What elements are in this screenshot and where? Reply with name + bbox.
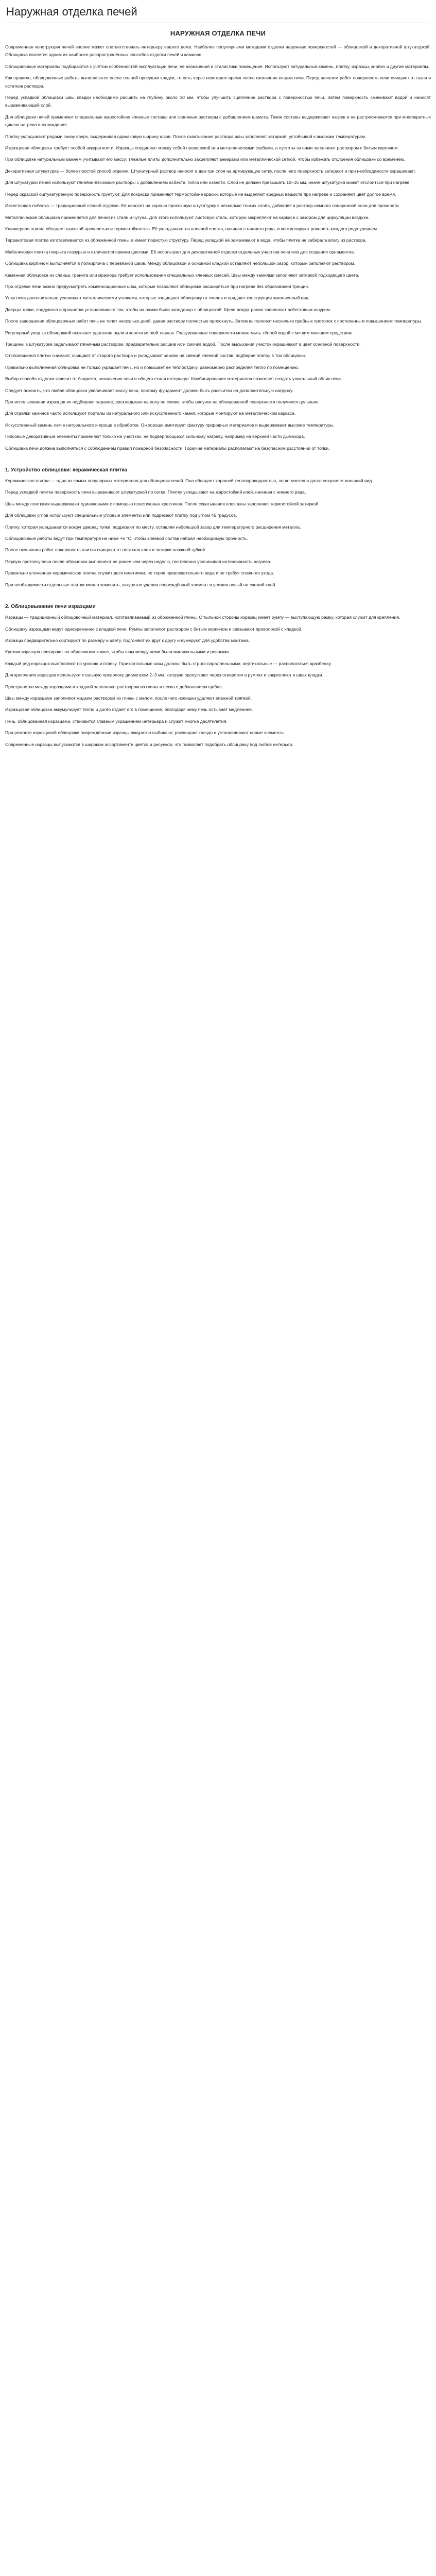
body-paragraph: Для отделки каминов часто используют порталы из натурального или искусственного камня, которые монтируют на металлическом каркасе. <box>5 411 296 416</box>
section-paragraph: Каждый ряд изразцов выставляют по уровню и отвесу. Горизонтальные швы должны быть строго параллельными, вертикальные — располагаться вразбежку. <box>5 660 332 666</box>
body-paragraph: Металлическая облицовка применяется для печей из стали и чугуна. Для этого используют листовую сталь, которую закрепляют на каркасе с зазором для циркуляции воздуха. <box>5 214 370 220</box>
section-paragraph: При необходимости отдельные плитки можно заменить, аккуратно удалив повреждённый элемент и уложив новый на свежий клей. <box>5 582 276 587</box>
section-paragraph: Швы между изразцами заполняют жидким раствором из глины с мелом, после чего излишки удаляют влажной тряпкой. <box>5 695 252 701</box>
section-paragraph: Облицовку изразцами ведут одновременно с кладкой печи. Румпы заполняют раствором с битым кирпичом и связывают проволокой с кладкой. <box>5 626 303 632</box>
section-paragraph: Облицовочные работы ведут при температуре не ниже +5 °C, чтобы клеевой состав набрал необходимую прочность. <box>5 536 248 541</box>
body-paragraph: Облицовка кирпичом выполняется в полкирпича с перевязкой швов. Между облицовкой и основной кладкой оставляют небольшой зазор, который заполняют раствором. <box>5 261 355 266</box>
section-paragraph: Изразцовая облицовка аккумулирует тепло и долго отдаёт его в помещение, благодаря чему печь остывает медленнее. <box>5 707 253 713</box>
body-paragraph: При использовании изразцов их подбирают заранее, раскладывая на полу по схеме, чтобы рисунок на облицованной поверхности получился цельным. <box>5 399 319 404</box>
section-paragraph: Кромки изразцов притирают на абразивном камне, чтобы швы между ними были минимальными и ровными. <box>5 649 230 655</box>
body-paragraph: Перед окраской оштукатуренную поверхность грунтуют. Для покраски применяют термостойкие краски, которые не выделяют вредных веществ при нагреве и сохраняют цвет долгое время. <box>5 191 396 197</box>
section-paragraph: Изразцы — традиционный облицовочный материал, изготавливаемый из обожжённой глины. С тыльной стороны изразец имеет румпу — выступающую рамку, которая служит для крепления. <box>5 615 400 620</box>
section-paragraph: Пространство между изразцами и кладкой заполняют раствором из глины и песка с добавлением щебня. <box>5 684 223 689</box>
body-paragraph: Трещины в штукатурке заделывают глиняным раствором, предварительно расшив их и смочив водой. После высыхания участок окрашивают в цвет основной поверхности. <box>5 341 361 347</box>
body-paragraph: Майоликовая плитка покрыта глазурью и отличается яркими цветами. Её используют для декоративной отделки отдельных участков печи или для создания орнаментов. <box>5 249 355 255</box>
body-paragraph: При облицовке натуральным камнем учитывают его массу: тяжёлые плиты дополнительно закрепляют анкерами или металлической сеткой, чтобы избежать отслоения облицовки со временем. <box>5 157 405 162</box>
body-paragraph: При отделке печи важно предусмотреть компенсационные швы, которые позволяют облицовке расширяться при нагреве без образования трещин. <box>5 283 309 289</box>
body-paragraph: Терракотовая плитка изготавливается из обожжённой глины и имеет пористую структуру. Перед укладкой её замачивают в воде, чтобы плитка не забирала влагу из раствора. <box>5 238 367 243</box>
section-paragraph: Перед укладкой плитки поверхность печи выравнивают штукатуркой по сетке. Плитку укладывают на жаростойкий клей, начиная с нижнего ряда. <box>5 489 306 495</box>
body-paragraph: Искусственный камень легче натурального и проще в обработке. Он хорошо имитирует фактуру природных материалов и выдерживает высокие температуры. <box>5 422 335 428</box>
page-title: Наружная отделка печей <box>6 5 137 18</box>
section-paragraph: Швы между плитками выдерживают одинаковыми с помощью пластиковых крестиков. После схватывания клея швы заполняют термостойкой затиркой. <box>5 501 320 506</box>
section-paragraph: Первую протопку печи после облицовки выполняют не ранее чем через неделю, постепенно увеличивая интенсивность нагрева. <box>5 558 271 564</box>
section-izrazcy-body <box>5 614 431 749</box>
section-paragraph: При ремонте изразцовой облицовки повреждённые изразцы аккуратно выбивают, расчищают гнездо и устанавливают новые элементы. <box>5 730 286 736</box>
body-paragraph: Каменная облицовка из сланца, гранита или мрамора требует использования специальных клеевых смесей. Швы между камнями заполняют затиркой подходящего цвета. <box>5 272 359 278</box>
section-paragraph: Для облицовки углов используют специальные угловые элементы или подрезают плитку под углом 45 градусов. <box>5 513 237 518</box>
body-paragraph: Декоративная штукатурка — более простой способ отделки. Штукатурный раствор наносят в два-три слоя на армирующую сетку, после чего поверхность затирают и при необходимости окрашивают. <box>5 168 416 174</box>
intro-paragraph: Облицовочные материалы подбираются с учётом особенностей эксплуатации печи, её назначения и стилистики помещения. Используют натуральный камень, плитку, изразцы, кирпич и другие материалы. <box>5 63 430 69</box>
intro-paragraph: Современная конструкция печей вполне может соответствовать интерьеру вашего дома. Наиболее популярными методами отделки наружных поверхностей — облицовкой и декоративной штукатуркой. Облицовка является одним из наиболее распространённых способов отделки печей и каминов. <box>5 44 431 58</box>
body-paragraph: Клинкерная плитка обладает высокой прочностью и термостойкостью. Её укладывают на клеевой состав, начиная с нижнего ряда, и контролируют ровность каждого ряда уровнем. <box>5 226 378 231</box>
body-paragraph: Известковая побелка — традиционный способ отделки. Её наносят на хорошо просохшую штукатурку в несколько тонких слоёв, добавляя в раствор немного поваренной соли для прочности. <box>5 203 400 209</box>
body-paragraph: Отслоившиеся плитки снимают, очищают от старого раствора и укладывают заново на свежий клеевой состав, подбирая плитку в тон облицовки. <box>5 353 306 359</box>
section-paragraph: Печь, облицованная изразцами, становится главным украшением интерьера и служит многие десятилетия. <box>5 718 228 724</box>
section-paragraph: Изразцы предварительно сортируют по размеру и цвету, подгоняют их друг к другу и нумеруют для удобства монтажа. <box>5 637 250 643</box>
section-heading-tiles: 1. Устройство облицовки: керамическая плитка <box>5 467 127 473</box>
body-paragraph: Облицовка печи должна выполняться с соблюдением правил пожарной безопасности. Горючие материалы располагают на безопасном расстоянии от топки. <box>5 445 330 451</box>
body-paragraph: Дверцы топки, поддувала и прочистки устанавливают так, чтобы их рамки были заподлицо с облицовкой. Щели вокруг рамок заполняют асбестовым шнуром. <box>5 307 332 312</box>
body-paragraph: Перед укладкой облицовки швы кладки необходимо расшить на глубину около 10 мм, чтобы улучшить сцепление раствора с поверхностью печи. Затем поверхность смачивают водой и наносят выравнивающий слой. <box>5 95 431 108</box>
section-paragraph: Правильно уложенная керамическая плитка служит десятилетиями, не теряя привлекательного вида и не требуя сложного ухода. <box>5 570 274 576</box>
section-tiles-body <box>5 477 431 589</box>
body-paragraph: Плитку укладывают рядами снизу вверх, выдерживая одинаковую ширину швов. После схватывания раствора швы заполняют затиркой, устойчивой к высоким температурам. <box>5 133 367 139</box>
body-section <box>5 94 431 452</box>
intro-paragraph: Как правило, облицовочные работы выполняются после полной просушки кладки, то есть через некоторое время после окончания кладки печи. Перед началом работ поверхность печи очищают от пыли и остатков раствора. <box>5 75 431 89</box>
section-paragraph: Современные изразцы выпускаются в широком ассортименте цветов и рисунков, что позволяет подобрать облицовку под любой интерьер. <box>5 741 293 747</box>
body-paragraph: Выбор способа отделки зависит от бюджета, назначения печи и общего стиля интерьера. Комбинирование материалов позволяет создать уникальный облик печи. <box>5 376 342 382</box>
section-paragraph: Плитку, которая укладывается вокруг дверец топки, подрезают по месту, оставляя небольшой зазор для температурного расширения металла. <box>5 524 301 530</box>
body-paragraph: Изразцовая облицовка требует особой аккуратности. Изразцы соединяют между собой проволокой или металлическими скобами, а пустоты за ними заполняют раствором с битым кирпичом. <box>5 145 399 151</box>
body-paragraph: Для штукатурки печей используют глиняно-песчаные растворы с добавлением асбеста, гипса или извести. Слой не должен превышать 10–15 мм, иначе штукатурка может отслоиться при нагреве. <box>5 180 411 185</box>
body-paragraph: Углы печи дополнительно усиливают металлическими уголками, которые защищают облицовку от сколов и придают конструкции законченный вид. <box>5 295 310 301</box>
intro-section <box>5 43 431 90</box>
section-paragraph: После окончания работ поверхность плитки очищают от остатков клея и затирки влажной губкой. <box>5 547 206 553</box>
page <box>5 0 431 762</box>
body-paragraph: Следует помнить, что любая облицовка увеличивает массу печи, поэтому фундамент должен быть рассчитан на дополнительную нагрузку. <box>5 387 293 393</box>
body-paragraph: Гипсовые декоративные элементы применяют только на участках, не подвергающихся сильному нагреву, например на верхней части дымохода. <box>5 434 305 439</box>
section-paragraph: Для крепления изразцов используют стальную проволоку диаметром 2–3 мм, которую пропускают через отверстия в румпах и закрепляют в швах кладки. <box>5 672 324 678</box>
body-paragraph: Для облицовки печей применяют специальные жаростойкие клеевые составы или глиняные растворы с добавлением шамота. Такие составы выдерживают нагрев и не растрескиваются при многократных циклах нагрева и охлаждения. <box>5 114 431 128</box>
body-paragraph: Правильно выполненная облицовка не только украшает печь, но и повышает её теплоотдачу, равномерно распределяя тепло по помещению. <box>5 364 299 370</box>
section-paragraph: Керамическая плитка — один из самых популярных материалов для облицовки печей. Она обладает хорошей теплопроводностью, легко моется и долго сохраняет внешний вид. <box>5 478 373 484</box>
body-paragraph: После завершения облицовочных работ печь не топят несколько дней, давая раствору полностью просохнуть. Затем выполняют несколько пробных протопок с постепенным повышением температуры. <box>5 318 423 324</box>
document-heading: НАРУЖНАЯ ОТДЕЛКА ПЕЧИ <box>170 29 266 37</box>
section-heading-izrazcy: 2. Облицовывание печи изразцами <box>5 604 96 610</box>
body-paragraph: Регулярный уход за облицовкой включает удаление пыли и копоти мягкой тканью. Глазурованные поверхности можно мыть тёплой водой с мягким моющим средством. <box>5 330 353 335</box>
